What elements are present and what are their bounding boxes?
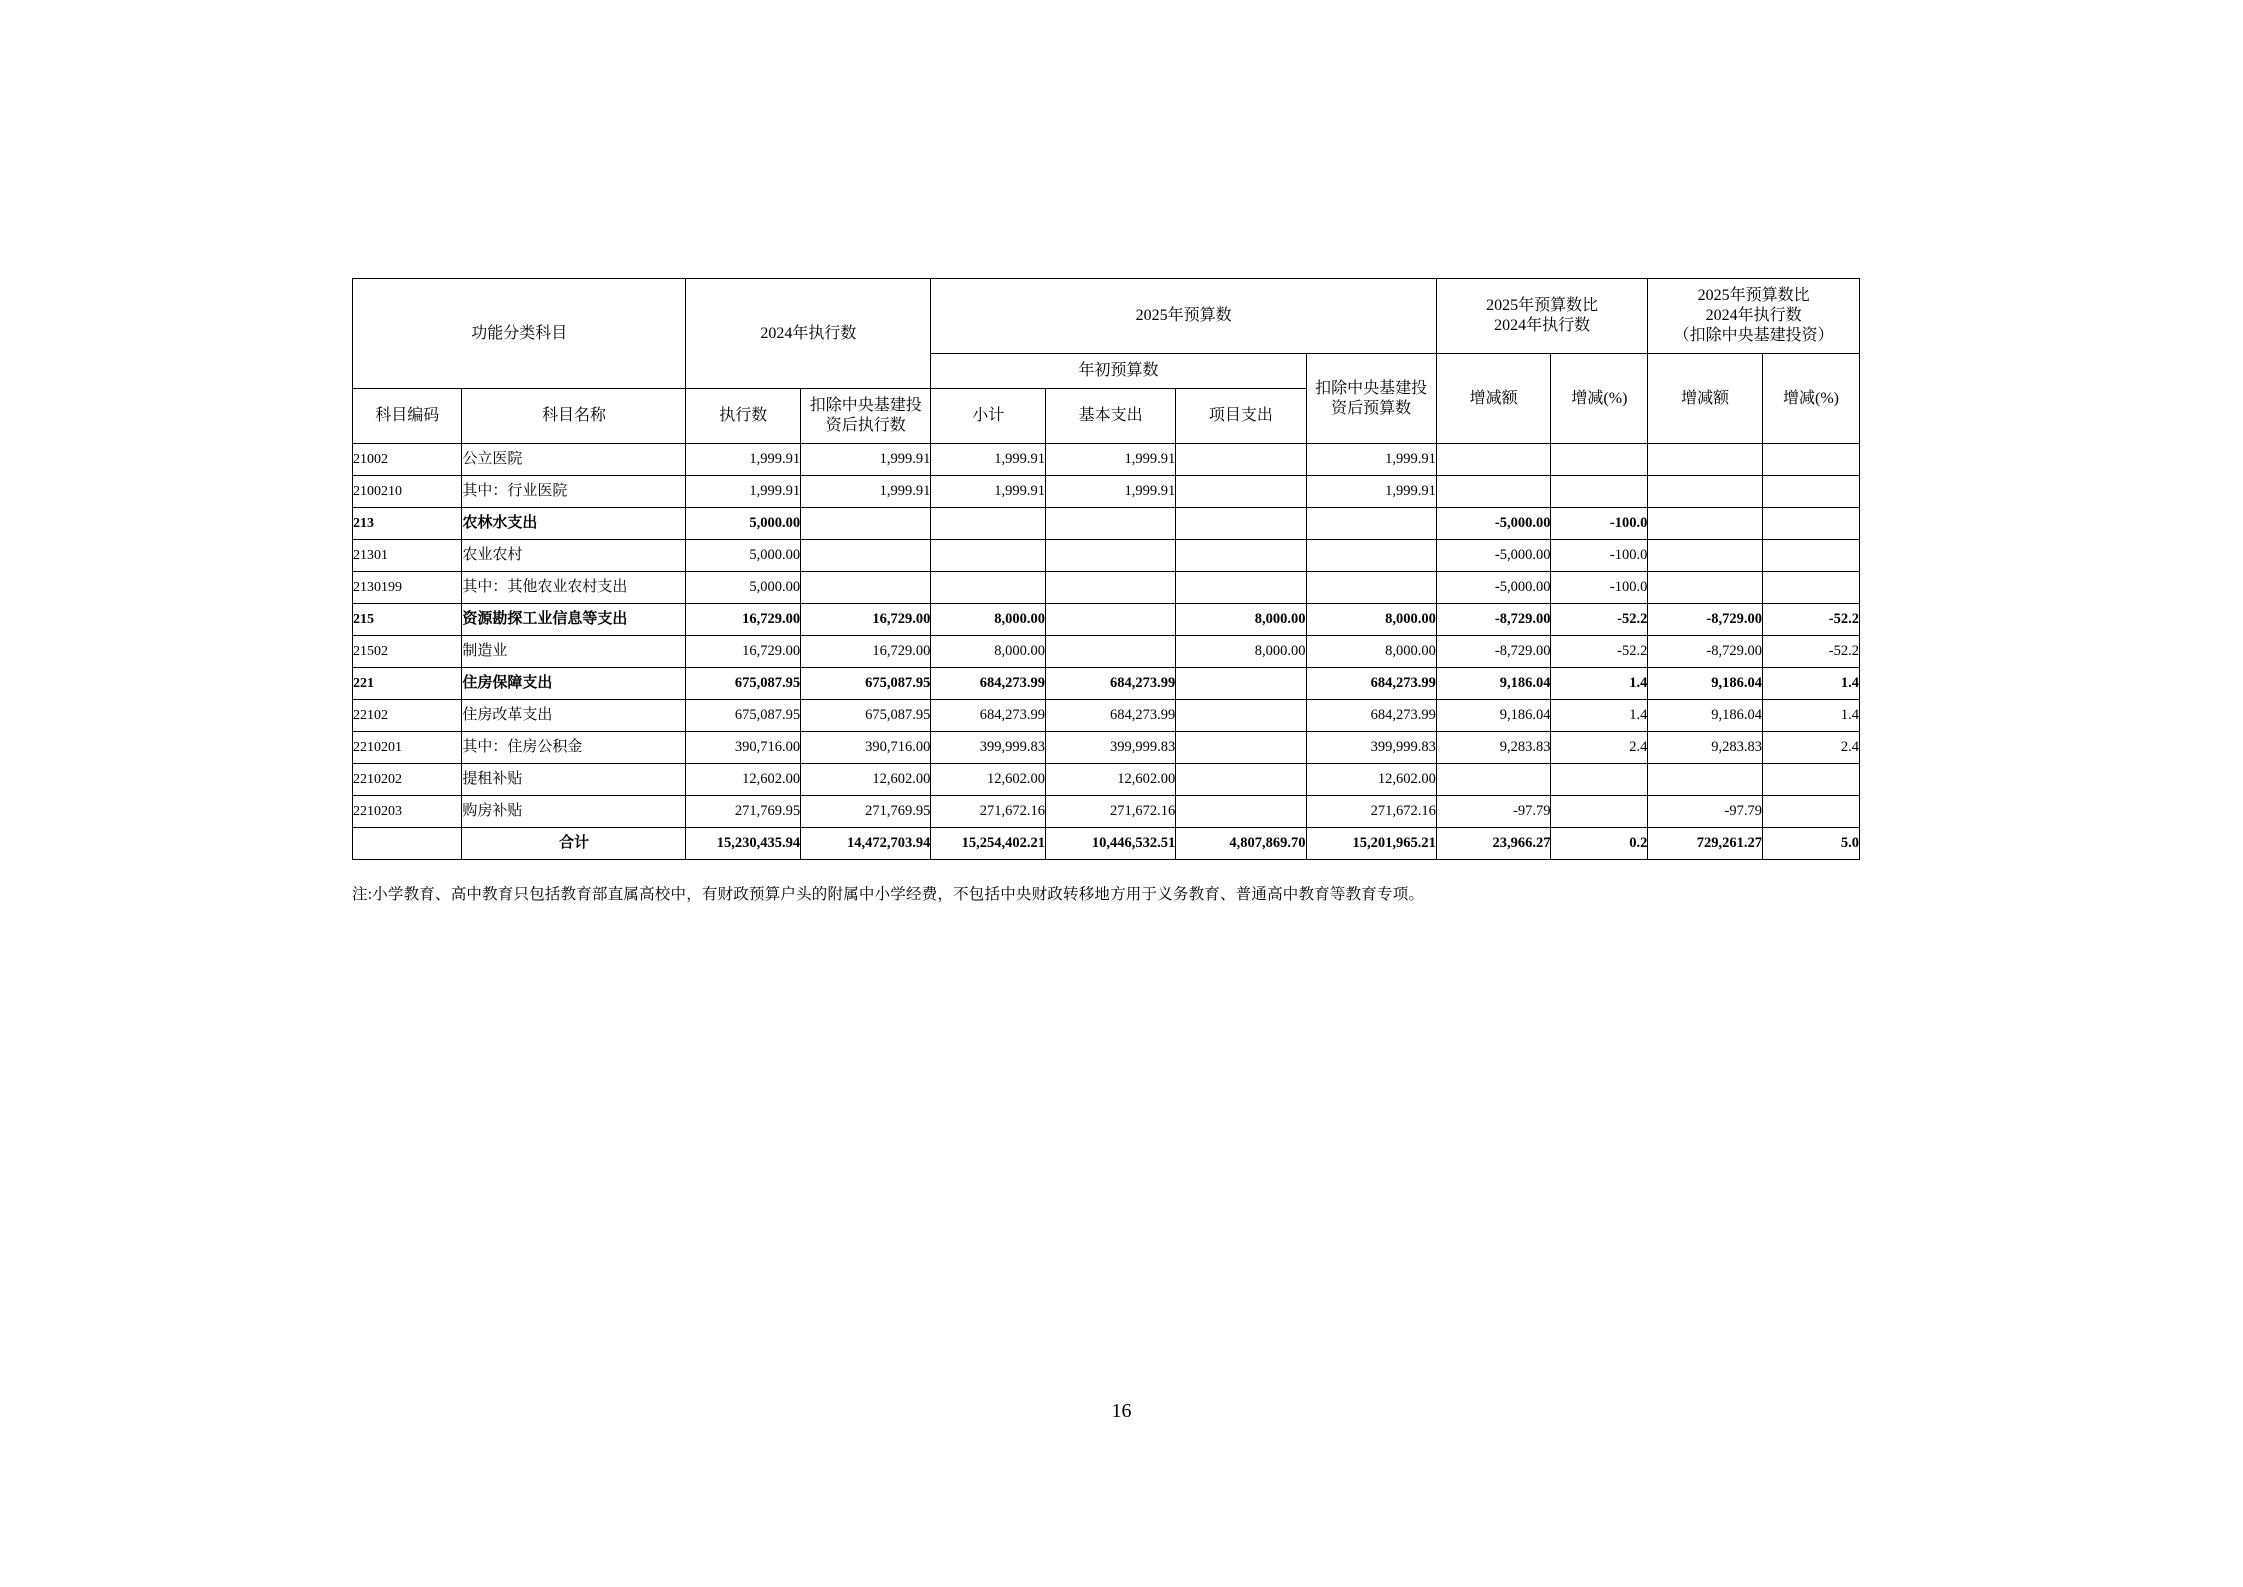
cell-project-expenditure bbox=[1176, 796, 1306, 828]
cell-change-pct: -100.0 bbox=[1551, 572, 1648, 604]
cell-budget-net: 8,000.00 bbox=[1306, 604, 1436, 636]
table-row bbox=[353, 444, 1860, 476]
cell-exec: 675,087.95 bbox=[686, 668, 801, 700]
cell-change-pct: -52.2 bbox=[1551, 636, 1648, 668]
cell-code: 2210202 bbox=[353, 764, 462, 796]
cell-subject-name: 公立医院 bbox=[462, 444, 686, 476]
cell-change-amount bbox=[1436, 476, 1551, 508]
cell-change-amount: -5,000.00 bbox=[1436, 572, 1551, 604]
header-group-compare-net bbox=[1648, 279, 1860, 354]
cell-subtotal: 15,254,402.21 bbox=[931, 828, 1046, 860]
cell-code: 22102 bbox=[353, 700, 462, 732]
cell-change-pct bbox=[1551, 764, 1648, 796]
cell-exec-net: 16,729.00 bbox=[801, 604, 931, 636]
cell-budget-net: 399,999.83 bbox=[1306, 732, 1436, 764]
cell-budget-net: 684,273.99 bbox=[1306, 700, 1436, 732]
header-group-compare-exec bbox=[1436, 279, 1648, 354]
cell-code: 21002 bbox=[353, 444, 462, 476]
cell-subject-name: 其中：其他农业农村支出 bbox=[462, 572, 686, 604]
cell-change-amount: -8,729.00 bbox=[1436, 604, 1551, 636]
cell-change-pct-net: 1.4 bbox=[1763, 700, 1860, 732]
header-budget-initial: 年初预算数 bbox=[931, 354, 1306, 389]
cell-budget-net: 684,273.99 bbox=[1306, 668, 1436, 700]
cell-budget-net: 8,000.00 bbox=[1306, 636, 1436, 668]
table-body bbox=[353, 444, 1860, 860]
cell-code: 2100210 bbox=[353, 476, 462, 508]
cell-budget-net: 1,999.91 bbox=[1306, 444, 1436, 476]
cell-project-expenditure bbox=[1176, 508, 1306, 540]
cell-change-pct-net bbox=[1763, 540, 1860, 572]
cell-change-pct: 1.4 bbox=[1551, 668, 1648, 700]
cell-budget-net bbox=[1306, 572, 1436, 604]
cell-subject-name: 制造业 bbox=[462, 636, 686, 668]
cell-exec-net: 271,769.95 bbox=[801, 796, 931, 828]
cell-change-amount: 23,966.27 bbox=[1436, 828, 1551, 860]
cell-change-pct: -100.0 bbox=[1551, 540, 1648, 572]
cell-subject-name: 购房补贴 bbox=[462, 796, 686, 828]
cell-change-pct: -52.2 bbox=[1551, 604, 1648, 636]
cell-code: 2210201 bbox=[353, 732, 462, 764]
header-group-2024: 2024年执行数 bbox=[686, 279, 931, 389]
cell-subtotal bbox=[931, 508, 1046, 540]
cell-exec: 5,000.00 bbox=[686, 508, 801, 540]
cell-subtotal bbox=[931, 572, 1046, 604]
header-group-2025: 2025年预算数 bbox=[931, 279, 1436, 354]
table-row bbox=[353, 540, 1860, 572]
cell-subject-name: 农林水支出 bbox=[462, 508, 686, 540]
cell-project-expenditure bbox=[1176, 572, 1306, 604]
header-col-subtotal: 小计 bbox=[931, 389, 1046, 444]
cell-exec-net bbox=[801, 508, 931, 540]
cell-change-amount: -5,000.00 bbox=[1436, 540, 1551, 572]
cell-change-amount bbox=[1436, 444, 1551, 476]
cell-project-expenditure: 4,807,869.70 bbox=[1176, 828, 1306, 860]
cell-exec: 5,000.00 bbox=[686, 572, 801, 604]
header-group-compare-exec-line2: 2024年执行数 bbox=[1494, 317, 1591, 334]
cell-subject-name: 农业农村 bbox=[462, 540, 686, 572]
cell-code: 215 bbox=[353, 604, 462, 636]
cell-code bbox=[353, 828, 462, 860]
cell-subtotal: 684,273.99 bbox=[931, 700, 1046, 732]
cell-budget-net bbox=[1306, 508, 1436, 540]
table-row bbox=[353, 796, 1860, 828]
cell-change-amount: 9,186.04 bbox=[1436, 700, 1551, 732]
header-group-compare-exec-line1: 2025年预算数比 bbox=[1486, 297, 1599, 314]
cell-exec: 1,999.91 bbox=[686, 444, 801, 476]
cell-code: 221 bbox=[353, 668, 462, 700]
table-row bbox=[353, 700, 1860, 732]
cell-project-expenditure: 8,000.00 bbox=[1176, 636, 1306, 668]
cell-exec: 16,729.00 bbox=[686, 636, 801, 668]
budget-table bbox=[352, 278, 1860, 860]
cell-change-amount: -8,729.00 bbox=[1436, 636, 1551, 668]
cell-exec-net: 16,729.00 bbox=[801, 636, 931, 668]
cell-exec: 675,087.95 bbox=[686, 700, 801, 732]
cell-project-expenditure: 8,000.00 bbox=[1176, 604, 1306, 636]
cell-change-amount-net bbox=[1648, 572, 1763, 604]
cell-exec: 271,769.95 bbox=[686, 796, 801, 828]
table-row bbox=[353, 668, 1860, 700]
header-budget-net-line1: 扣除中央基建投 bbox=[1315, 379, 1428, 397]
header-row-groups bbox=[353, 279, 1860, 354]
cell-budget-net: 1,999.91 bbox=[1306, 476, 1436, 508]
cell-change-pct-net: -52.2 bbox=[1763, 604, 1860, 636]
table-note: 注:小学教育、高中教育只包括教育部直属高校中，有财政预算户头的附属中小学经费，不包括中央财政转移地方用于义务教育、普通高中教育等教育专项。 bbox=[352, 886, 1425, 903]
cell-basic-expenditure: 399,999.83 bbox=[1046, 732, 1176, 764]
table-row bbox=[353, 636, 1860, 668]
cell-exec-net bbox=[801, 572, 931, 604]
cell-exec-net: 675,087.95 bbox=[801, 700, 931, 732]
header-col-name: 科目名称 bbox=[462, 389, 686, 444]
header-col-exec-net-line1: 扣除中央基建投 bbox=[809, 397, 922, 414]
cell-budget-net: 12,602.00 bbox=[1306, 764, 1436, 796]
cell-change-pct-net bbox=[1763, 572, 1860, 604]
cell-project-expenditure bbox=[1176, 700, 1306, 732]
cell-change-pct-net: 5.0 bbox=[1763, 828, 1860, 860]
cell-basic-expenditure: 271,672.16 bbox=[1046, 796, 1176, 828]
cell-change-pct-net bbox=[1763, 508, 1860, 540]
cell-exec: 12,602.00 bbox=[686, 764, 801, 796]
table-row bbox=[353, 828, 1860, 860]
cell-subtotal: 1,999.91 bbox=[931, 476, 1046, 508]
header-group-compare-net-line2: 2024年执行数 bbox=[1705, 307, 1802, 324]
header-col-project: 项目支出 bbox=[1176, 389, 1306, 444]
cell-budget-net: 15,201,965.21 bbox=[1306, 828, 1436, 860]
cell-basic-expenditure: 10,446,532.51 bbox=[1046, 828, 1176, 860]
cell-change-pct: -100.0 bbox=[1551, 508, 1648, 540]
cell-budget-net: 271,672.16 bbox=[1306, 796, 1436, 828]
cell-basic-expenditure: 12,602.00 bbox=[1046, 764, 1176, 796]
cell-exec-net: 675,087.95 bbox=[801, 668, 931, 700]
cell-change-amount-net: -8,729.00 bbox=[1648, 636, 1763, 668]
cell-basic-expenditure bbox=[1046, 508, 1176, 540]
cell-exec: 1,999.91 bbox=[686, 476, 801, 508]
cell-subject-name: 资源勘探工业信息等支出 bbox=[462, 604, 686, 636]
cell-exec-net: 14,472,703.94 bbox=[801, 828, 931, 860]
header-budget-net bbox=[1306, 354, 1436, 444]
cell-exec: 390,716.00 bbox=[686, 732, 801, 764]
cell-basic-expenditure: 1,999.91 bbox=[1046, 444, 1176, 476]
cell-change-pct-net bbox=[1763, 444, 1860, 476]
cell-subtotal: 271,672.16 bbox=[931, 796, 1046, 828]
table-row bbox=[353, 604, 1860, 636]
cell-project-expenditure bbox=[1176, 764, 1306, 796]
cell-change-amount-net: 9,283.83 bbox=[1648, 732, 1763, 764]
table-header bbox=[353, 279, 1860, 444]
cell-exec-net bbox=[801, 540, 931, 572]
cell-subtotal: 8,000.00 bbox=[931, 604, 1046, 636]
cell-basic-expenditure bbox=[1046, 540, 1176, 572]
header-group-subject: 功能分类科目 bbox=[353, 279, 686, 389]
budget-table-container bbox=[352, 278, 1860, 860]
table-row bbox=[353, 476, 1860, 508]
cell-basic-expenditure: 684,273.99 bbox=[1046, 668, 1176, 700]
cell-basic-expenditure bbox=[1046, 604, 1176, 636]
cell-code: 21301 bbox=[353, 540, 462, 572]
header-group-compare-net-line1: 2025年预算数比 bbox=[1697, 287, 1810, 304]
cell-code: 2130199 bbox=[353, 572, 462, 604]
cell-change-amount-net bbox=[1648, 540, 1763, 572]
cell-change-pct-net: 1.4 bbox=[1763, 668, 1860, 700]
header-col-code: 科目编码 bbox=[353, 389, 462, 444]
cell-exec: 16,729.00 bbox=[686, 604, 801, 636]
cell-subject-name: 住房改革支出 bbox=[462, 700, 686, 732]
cell-subtotal: 1,999.91 bbox=[931, 444, 1046, 476]
cell-change-amount-net: 729,261.27 bbox=[1648, 828, 1763, 860]
cell-change-amount bbox=[1436, 764, 1551, 796]
cell-change-pct bbox=[1551, 796, 1648, 828]
cell-project-expenditure bbox=[1176, 540, 1306, 572]
header-col-exec-net bbox=[801, 389, 931, 444]
cell-change-amount-net: -8,729.00 bbox=[1648, 604, 1763, 636]
header-budget-net-line2: 资后预算数 bbox=[1331, 399, 1412, 417]
cell-project-expenditure bbox=[1176, 444, 1306, 476]
cell-change-pct bbox=[1551, 444, 1648, 476]
cell-change-amount-net bbox=[1648, 764, 1763, 796]
cell-project-expenditure bbox=[1176, 476, 1306, 508]
cell-subject-name: 其中：行业医院 bbox=[462, 476, 686, 508]
cell-change-pct: 2.4 bbox=[1551, 732, 1648, 764]
cell-change-pct bbox=[1551, 476, 1648, 508]
cell-change-amount-net bbox=[1648, 444, 1763, 476]
cell-budget-net bbox=[1306, 540, 1436, 572]
cell-change-pct: 0.2 bbox=[1551, 828, 1648, 860]
cell-change-pct-net bbox=[1763, 476, 1860, 508]
cell-change-pct-net: 2.4 bbox=[1763, 732, 1860, 764]
cell-change-pct-net bbox=[1763, 796, 1860, 828]
header-group-compare-net-line3: （扣除中央基建投资） bbox=[1673, 327, 1834, 344]
header-col-exec: 执行数 bbox=[686, 389, 801, 444]
cell-subtotal: 684,273.99 bbox=[931, 668, 1046, 700]
cell-exec-net: 1,999.91 bbox=[801, 444, 931, 476]
cell-change-amount-net: 9,186.04 bbox=[1648, 700, 1763, 732]
cell-subject-name: 住房保障支出 bbox=[462, 668, 686, 700]
header-change-amount-net: 增减额 bbox=[1648, 354, 1763, 444]
header-change-amount: 增减额 bbox=[1436, 354, 1551, 444]
cell-subtotal bbox=[931, 540, 1046, 572]
cell-basic-expenditure: 1,999.91 bbox=[1046, 476, 1176, 508]
cell-change-amount-net bbox=[1648, 476, 1763, 508]
cell-project-expenditure bbox=[1176, 668, 1306, 700]
cell-change-amount: 9,283.83 bbox=[1436, 732, 1551, 764]
cell-subject-name: 提租补贴 bbox=[462, 764, 686, 796]
cell-change-pct-net bbox=[1763, 764, 1860, 796]
cell-basic-expenditure bbox=[1046, 636, 1176, 668]
cell-exec: 15,230,435.94 bbox=[686, 828, 801, 860]
cell-exec-net: 390,716.00 bbox=[801, 732, 931, 764]
cell-subtotal: 399,999.83 bbox=[931, 732, 1046, 764]
cell-subject-name: 合计 bbox=[462, 828, 686, 860]
header-change-pct-net: 增减(%) bbox=[1763, 354, 1860, 444]
cell-basic-expenditure bbox=[1046, 572, 1176, 604]
cell-project-expenditure bbox=[1176, 732, 1306, 764]
table-row bbox=[353, 572, 1860, 604]
cell-exec-net: 12,602.00 bbox=[801, 764, 931, 796]
cell-subtotal: 8,000.00 bbox=[931, 636, 1046, 668]
page-number: 16 bbox=[1111, 1400, 1132, 1422]
cell-code: 2210203 bbox=[353, 796, 462, 828]
table-row bbox=[353, 508, 1860, 540]
cell-change-amount: -5,000.00 bbox=[1436, 508, 1551, 540]
header-col-basic: 基本支出 bbox=[1046, 389, 1176, 444]
cell-change-amount-net: -97.79 bbox=[1648, 796, 1763, 828]
cell-basic-expenditure: 684,273.99 bbox=[1046, 700, 1176, 732]
cell-change-amount: 9,186.04 bbox=[1436, 668, 1551, 700]
table-row bbox=[353, 732, 1860, 764]
header-change-pct: 增减(%) bbox=[1551, 354, 1648, 444]
cell-exec-net: 1,999.91 bbox=[801, 476, 931, 508]
header-col-exec-net-line2: 资后执行数 bbox=[825, 417, 906, 434]
cell-exec: 5,000.00 bbox=[686, 540, 801, 572]
cell-change-amount-net bbox=[1648, 508, 1763, 540]
cell-subject-name: 其中：住房公积金 bbox=[462, 732, 686, 764]
cell-subtotal: 12,602.00 bbox=[931, 764, 1046, 796]
cell-change-pct: 1.4 bbox=[1551, 700, 1648, 732]
cell-code: 21502 bbox=[353, 636, 462, 668]
cell-code: 213 bbox=[353, 508, 462, 540]
cell-change-pct-net: -52.2 bbox=[1763, 636, 1860, 668]
cell-change-amount: -97.79 bbox=[1436, 796, 1551, 828]
table-row bbox=[353, 764, 1860, 796]
cell-change-amount-net: 9,186.04 bbox=[1648, 668, 1763, 700]
